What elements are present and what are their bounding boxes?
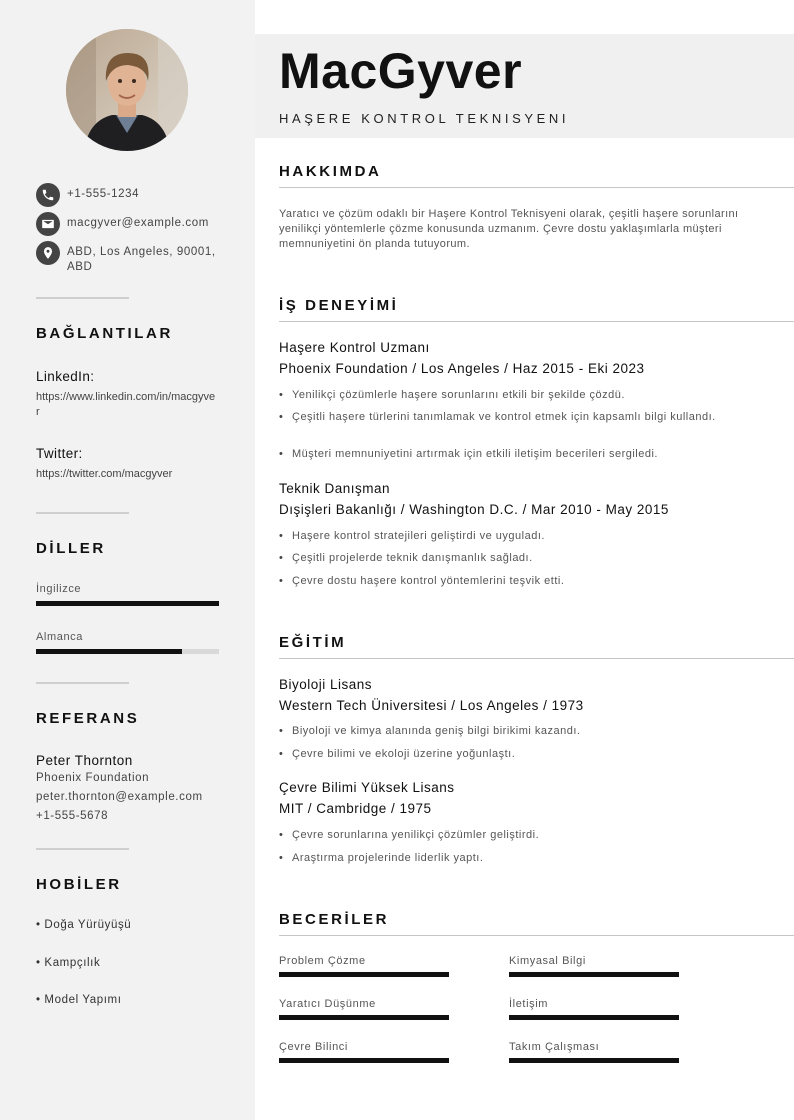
experience-heading: İŞ DENEYİMİ: [279, 297, 399, 314]
location-pin-icon: [36, 241, 60, 265]
language-name: Almanca: [36, 631, 83, 643]
reference-name: Peter Thornton: [36, 753, 133, 768]
hobbies-heading: HOBİLER: [36, 876, 122, 893]
reference-phone: +1-555-5678: [36, 810, 109, 822]
education-bullet: • Araştırma projelerinde liderlik yaptı.: [279, 851, 749, 866]
skill-level-fill: [509, 1058, 679, 1063]
skill-level-fill: [279, 1015, 449, 1020]
languages-heading: DİLLER: [36, 540, 106, 557]
degree-title: Çevre Bilimi Yüksek Lisans: [279, 780, 455, 795]
skill-level-bar: [279, 1058, 449, 1063]
language-level-bar: [36, 601, 219, 606]
linkedin-label: LinkedIn:: [36, 369, 95, 384]
section-divider: [279, 935, 794, 936]
about-text: Yaratıcı ve çözüm odaklı bir Haşere Kontrol Teknisyeni olarak, çeşitli haşere sorunlarını yenilikçi yöntemlerle çözme konusunda uzmanım. Çevre dostu yaklaşımlarla müşteri memnuniyetini ön planda tutuyorum.: [279, 208, 739, 250]
sidebar-divider: [36, 297, 129, 299]
skill-level-fill: [279, 972, 449, 977]
language-level-fill: [36, 601, 219, 606]
degree-title: Biyoloji Lisans: [279, 677, 373, 692]
job-title: Haşere Kontrol Uzmanı: [279, 340, 430, 355]
degree-institution: Western Tech Üniversitesi / Los Angeles / 1973: [279, 698, 584, 713]
about-heading: HAKKIMDA: [279, 163, 382, 180]
contact-email: [36, 212, 226, 236]
job-bullet: • Yenilikçi çözümlerle haşere sorunlarını etkili bir şekilde çözdü.: [279, 388, 749, 403]
skill-name: Takım Çalışması: [509, 1041, 600, 1053]
job-role: HAŞERE KONTROL TEKNISYENI: [279, 111, 570, 126]
skill-name: Problem Çözme: [279, 955, 366, 967]
section-divider: [279, 187, 794, 188]
education-heading: EĞİTİM: [279, 634, 347, 651]
phone-text: +1-555-1234: [67, 188, 140, 200]
job-bullet: • Çeşitli haşere türlerini tanımlamak ve kontrol etmek için kapsamlı bilgi kullandı.: [279, 410, 749, 425]
skill-name: Çevre Bilinci: [279, 1041, 348, 1053]
contact-address: [36, 241, 226, 275]
education-bullet: • Çevre bilimi ve ekoloji üzerine yoğunlaştı.: [279, 747, 749, 762]
twitter-label: Twitter:: [36, 446, 83, 461]
skills-heading: BECERİLER: [279, 911, 390, 928]
sidebar-divider: [36, 848, 129, 850]
language-name: İngilizce: [36, 583, 82, 595]
reference-email[interactable]: peter.thornton@example.com: [36, 791, 203, 803]
sidebar-divider: [36, 512, 129, 514]
job-bullet: • Müşteri memnuniyetini artırmak için etkili iletişim becerileri sergiledi.: [279, 447, 749, 462]
contact-phone: [36, 183, 226, 207]
twitter-link[interactable]: https://twitter.com/macgyver: [36, 468, 173, 480]
skill-name: İletişim: [509, 998, 549, 1010]
section-divider: [279, 321, 794, 322]
job-bullet: • Çeşitli projelerde teknik danışmanlık sağladı.: [279, 551, 749, 566]
sidebar: [0, 0, 255, 1120]
job-organization: Dışişleri Bakanlığı / Washington D.C. / Mar 2010 - May 2015: [279, 502, 669, 517]
degree-institution: MIT / Cambridge / 1975: [279, 801, 432, 816]
skill-level-fill: [279, 1058, 449, 1063]
skill-level-fill: [509, 972, 679, 977]
hobby-item: • Model Yapımı: [36, 994, 122, 1006]
hobby-item: • Doğa Yürüyüşü: [36, 919, 132, 931]
skill-level-fill: [509, 1015, 679, 1020]
phone-icon: [36, 183, 60, 207]
sidebar-divider: [36, 682, 129, 684]
job-title: Teknik Danışman: [279, 481, 391, 496]
education-bullet: • Biyoloji ve kimya alanında geniş bilgi birikimi kazandı.: [279, 724, 749, 739]
linkedin-link[interactable]: https://www.linkedin.com/in/macgyver: [36, 391, 216, 418]
job-bullet: • Çevre dostu haşere kontrol yöntemlerini teşvik etti.: [279, 574, 749, 589]
skill-level-bar: [509, 972, 679, 977]
email-text: macgyver@example.com: [67, 217, 209, 229]
skill-name: Yaratıcı Düşünme: [279, 998, 376, 1010]
main-content: [255, 0, 794, 1120]
skill-level-bar: [279, 972, 449, 977]
email-icon: [36, 212, 60, 236]
skill-name: Kimyasal Bilgi: [509, 955, 586, 967]
language-level-bar: [36, 649, 219, 654]
skill-level-bar: [509, 1015, 679, 1020]
portrait-photo: [66, 29, 188, 151]
job-organization: Phoenix Foundation / Los Angeles / Haz 2015 - Eki 2023: [279, 361, 645, 376]
section-divider: [279, 658, 794, 659]
language-level-fill: [36, 649, 182, 654]
education-bullet: • Çevre sorunlarına yenilikçi çözümler geliştirdi.: [279, 828, 749, 843]
reference-heading: REFERANS: [36, 710, 140, 727]
skill-level-bar: [509, 1058, 679, 1063]
skill-level-bar: [279, 1015, 449, 1020]
links-heading: BAĞLANTILAR: [36, 325, 173, 342]
person-name: MacGyver: [279, 43, 523, 99]
reference-company: Phoenix Foundation: [36, 772, 150, 784]
avatar: [66, 29, 188, 151]
hobby-item: • Kampçılık: [36, 957, 101, 969]
address-text: ABD, Los Angeles, 90001, ABD: [67, 246, 216, 273]
job-bullet: • Haşere kontrol stratejileri geliştirdi ve uyguladı.: [279, 529, 749, 544]
